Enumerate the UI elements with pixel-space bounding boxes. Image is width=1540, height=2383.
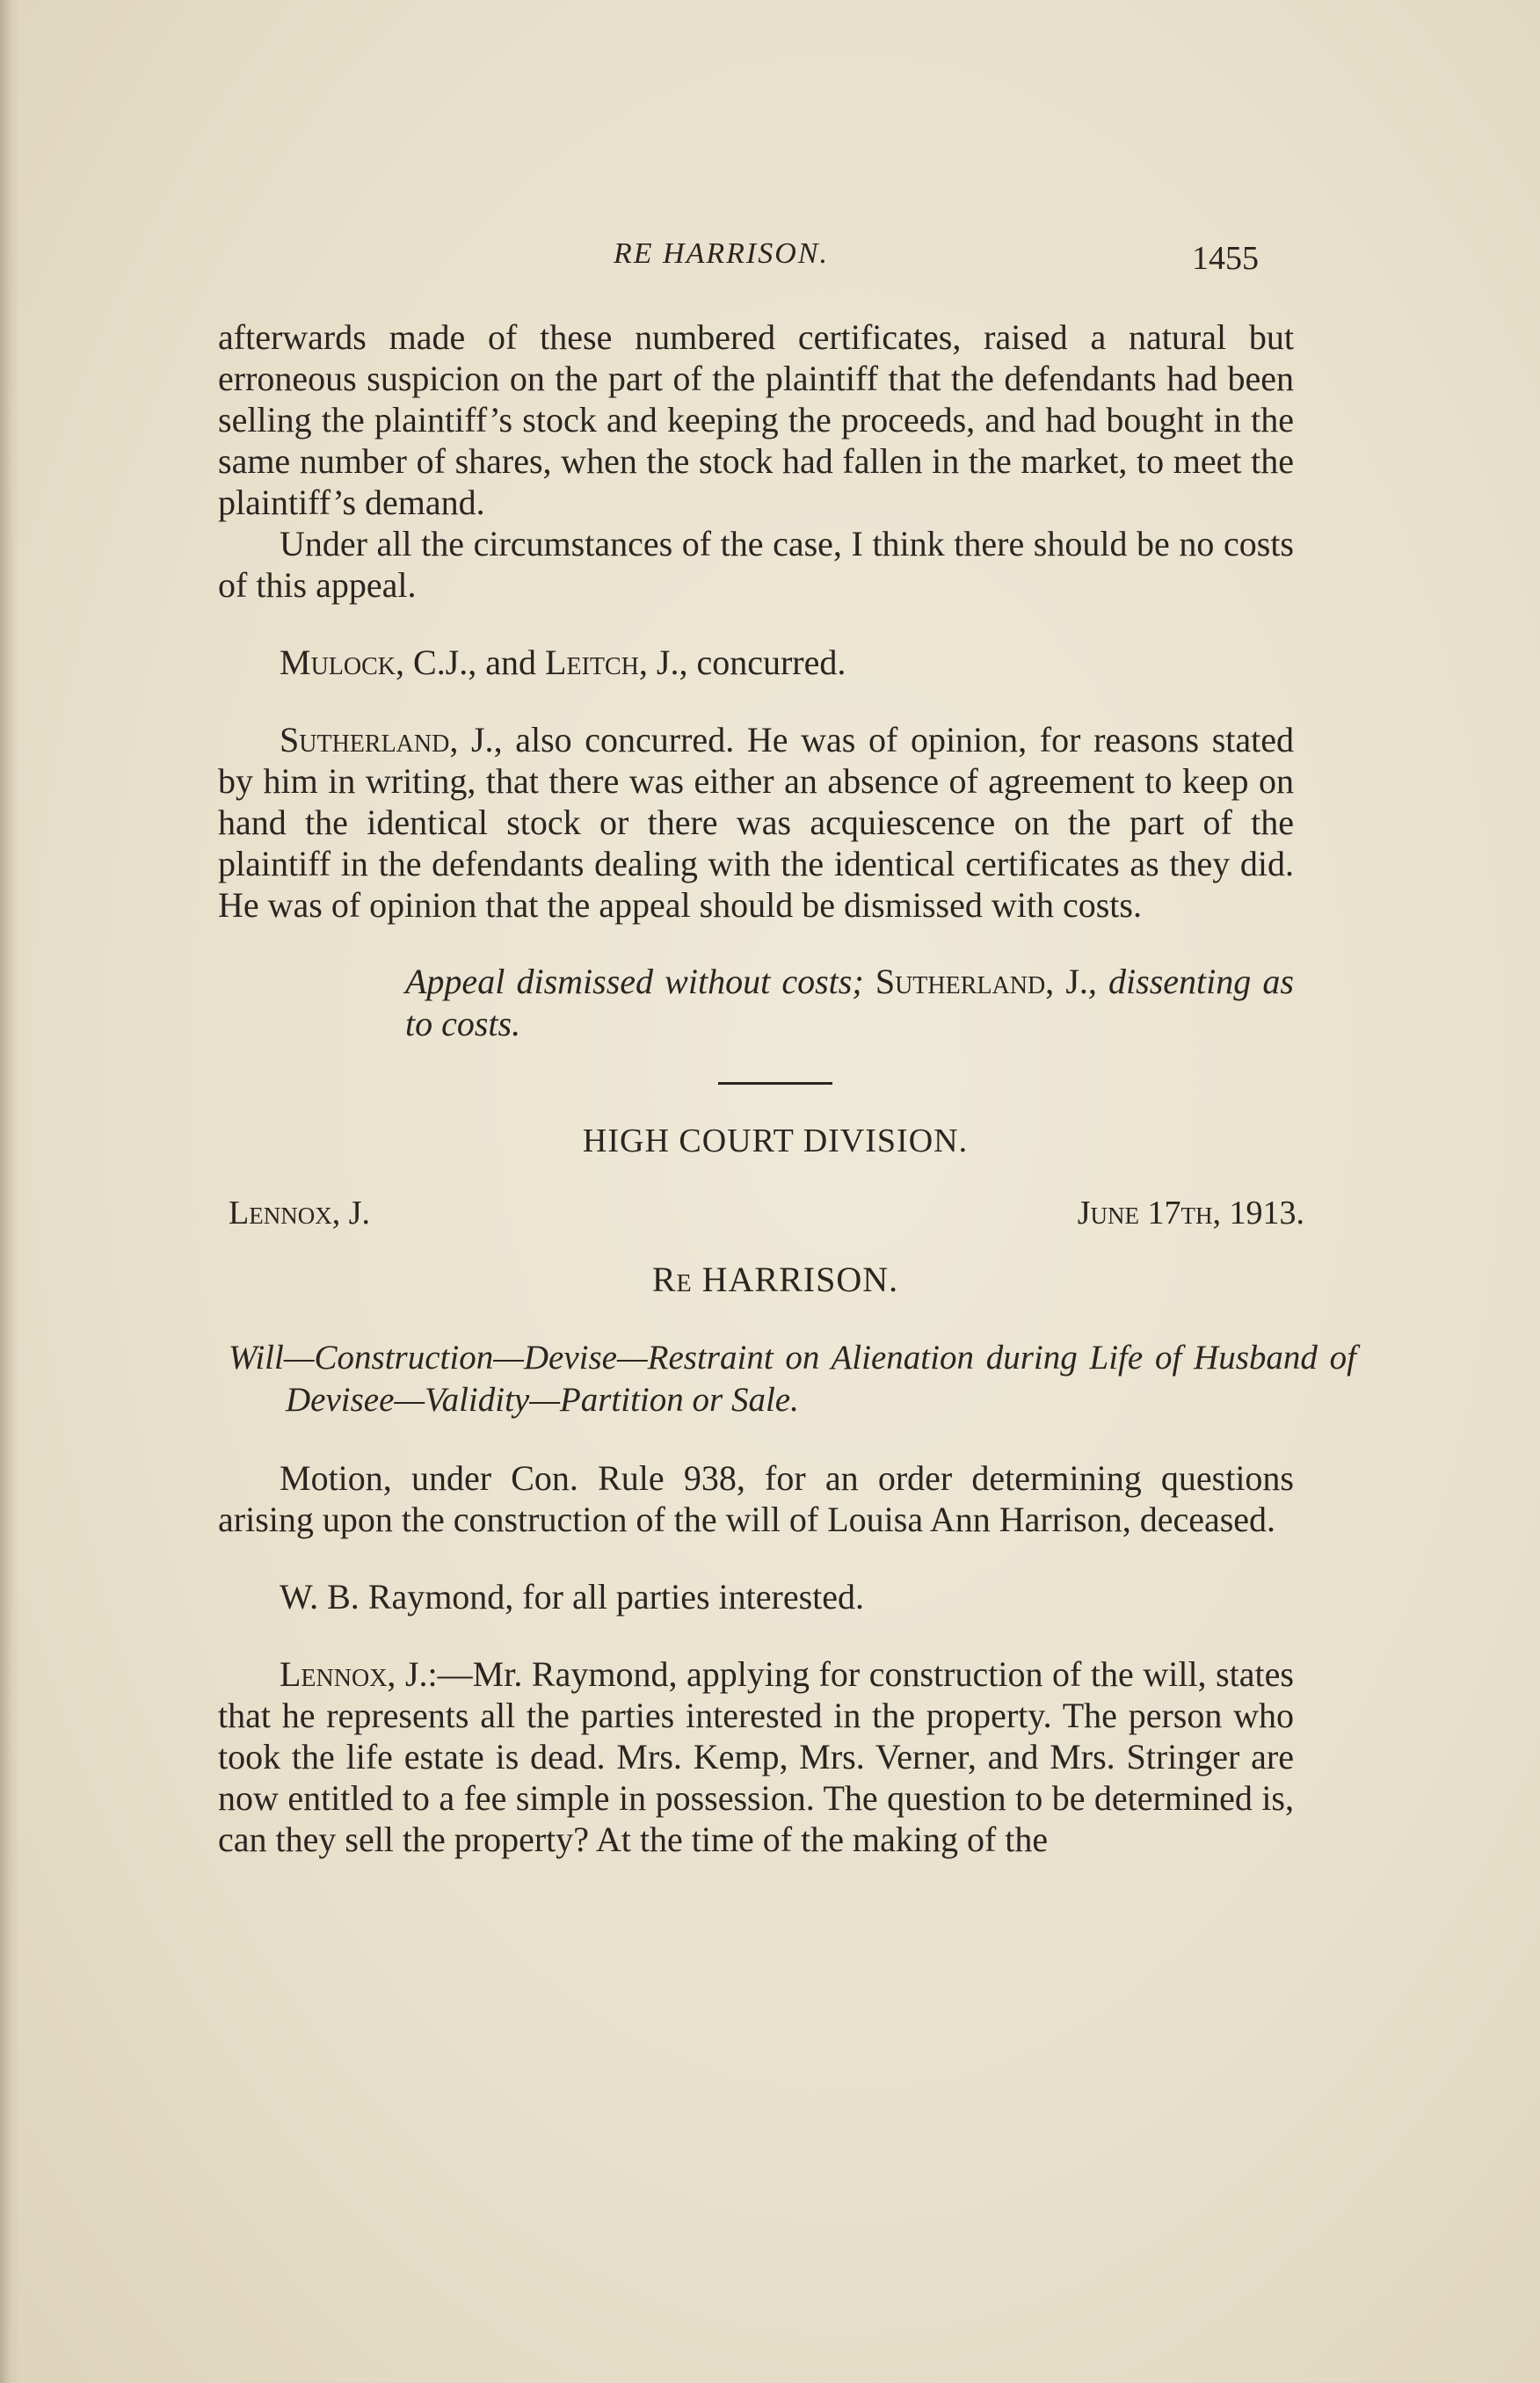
judge-name: Mulock, C.J. [280, 643, 469, 682]
paragraph-text: Under all the circumstances of the case, I think there should be no costs of this appeal. [218, 524, 1294, 605]
paragraph-text: afterwards made of these numbered certificates, raised a natural but erroneous suspicion on the part of the plaintiff that the defendants had been selling the plaintiff’s stock and keeping the proceeds, and had bought in the same number of shares, when the stock had fallen in the market, to meet the plaintiff’s demand. [218, 317, 1294, 522]
paragraph-costs [218, 523, 1294, 606]
page-number: 1455 [1192, 240, 1259, 277]
paragraph-text: , and [468, 643, 546, 682]
judge-name: Sutherland, J. [875, 962, 1088, 1001]
paragraph-judgment [218, 1653, 1294, 1860]
case-title [237, 1259, 1313, 1300]
judge-name: Sutherland, J. [280, 720, 494, 759]
text-column [209, 220, 1356, 1860]
paragraph-text: , also concurred. He was of opinion, for reasons stated by him in writing, that there was either an absence of agreement to keep on hand the identical stock or there was acquiescence on the part of the plaintiff in the defendants dealing with the identical certificates as they did. He was of opinion that the appeal should be dismissed with costs. [218, 720, 1295, 925]
paragraph-motion [218, 1457, 1294, 1540]
running-head [209, 220, 1282, 277]
division-heading: HIGH COURT DIVISION. [582, 1122, 969, 1159]
paragraph-continuation [218, 316, 1294, 523]
body-block [218, 316, 1356, 1860]
headnote: Will—Construction—Devise—Restraint on Alienation during Life of Husband of Devisee—Validity—Partition or Sale. [229, 1339, 1356, 1419]
section-rule [718, 1082, 832, 1085]
judge-name: Leitch, J. [545, 643, 679, 682]
paragraph-concurrence [218, 642, 1294, 683]
paragraph-text: Motion, under Con. Rule 938, for an order determining questions arising upon the construction of the will of Louisa Ann Harrison, deceased. [218, 1458, 1294, 1539]
paragraph-text: :—Mr. Raymond, applying for construction of the will, states that he represents all the parties interested in the property. The person who took the life estate is dead. Mrs. Kemp, Mrs. Verner, and Mrs. Stringer are now entitled to a fee simple in possession. The question to be determined is, can they sell the property? At the time of the making of the [218, 1654, 1294, 1859]
disposition [405, 961, 1294, 1045]
running-head-title: RE HARRISON. [614, 237, 829, 270]
judge-name: Lennox, J. [280, 1654, 428, 1694]
case-title-re: Re [651, 1260, 693, 1299]
disposition-text: Appeal dismissed without costs; [405, 962, 875, 1001]
paragraph-text: W. B. Raymond, for all parties interested. [280, 1577, 865, 1617]
disposition-text: , dissenting as to costs. [405, 962, 1294, 1043]
paragraph-text: , concurred. [679, 643, 846, 682]
paragraph-sutherland [218, 719, 1294, 926]
binding-edge [0, 0, 19, 2383]
case-title-name: HARRISON. [692, 1260, 899, 1299]
judge-name: Lennox, J. [229, 1195, 370, 1231]
judge-date-line [218, 1194, 1304, 1238]
judgment-date: June 17th, 1913. [1077, 1195, 1304, 1231]
paragraph-counsel [218, 1576, 1294, 1617]
